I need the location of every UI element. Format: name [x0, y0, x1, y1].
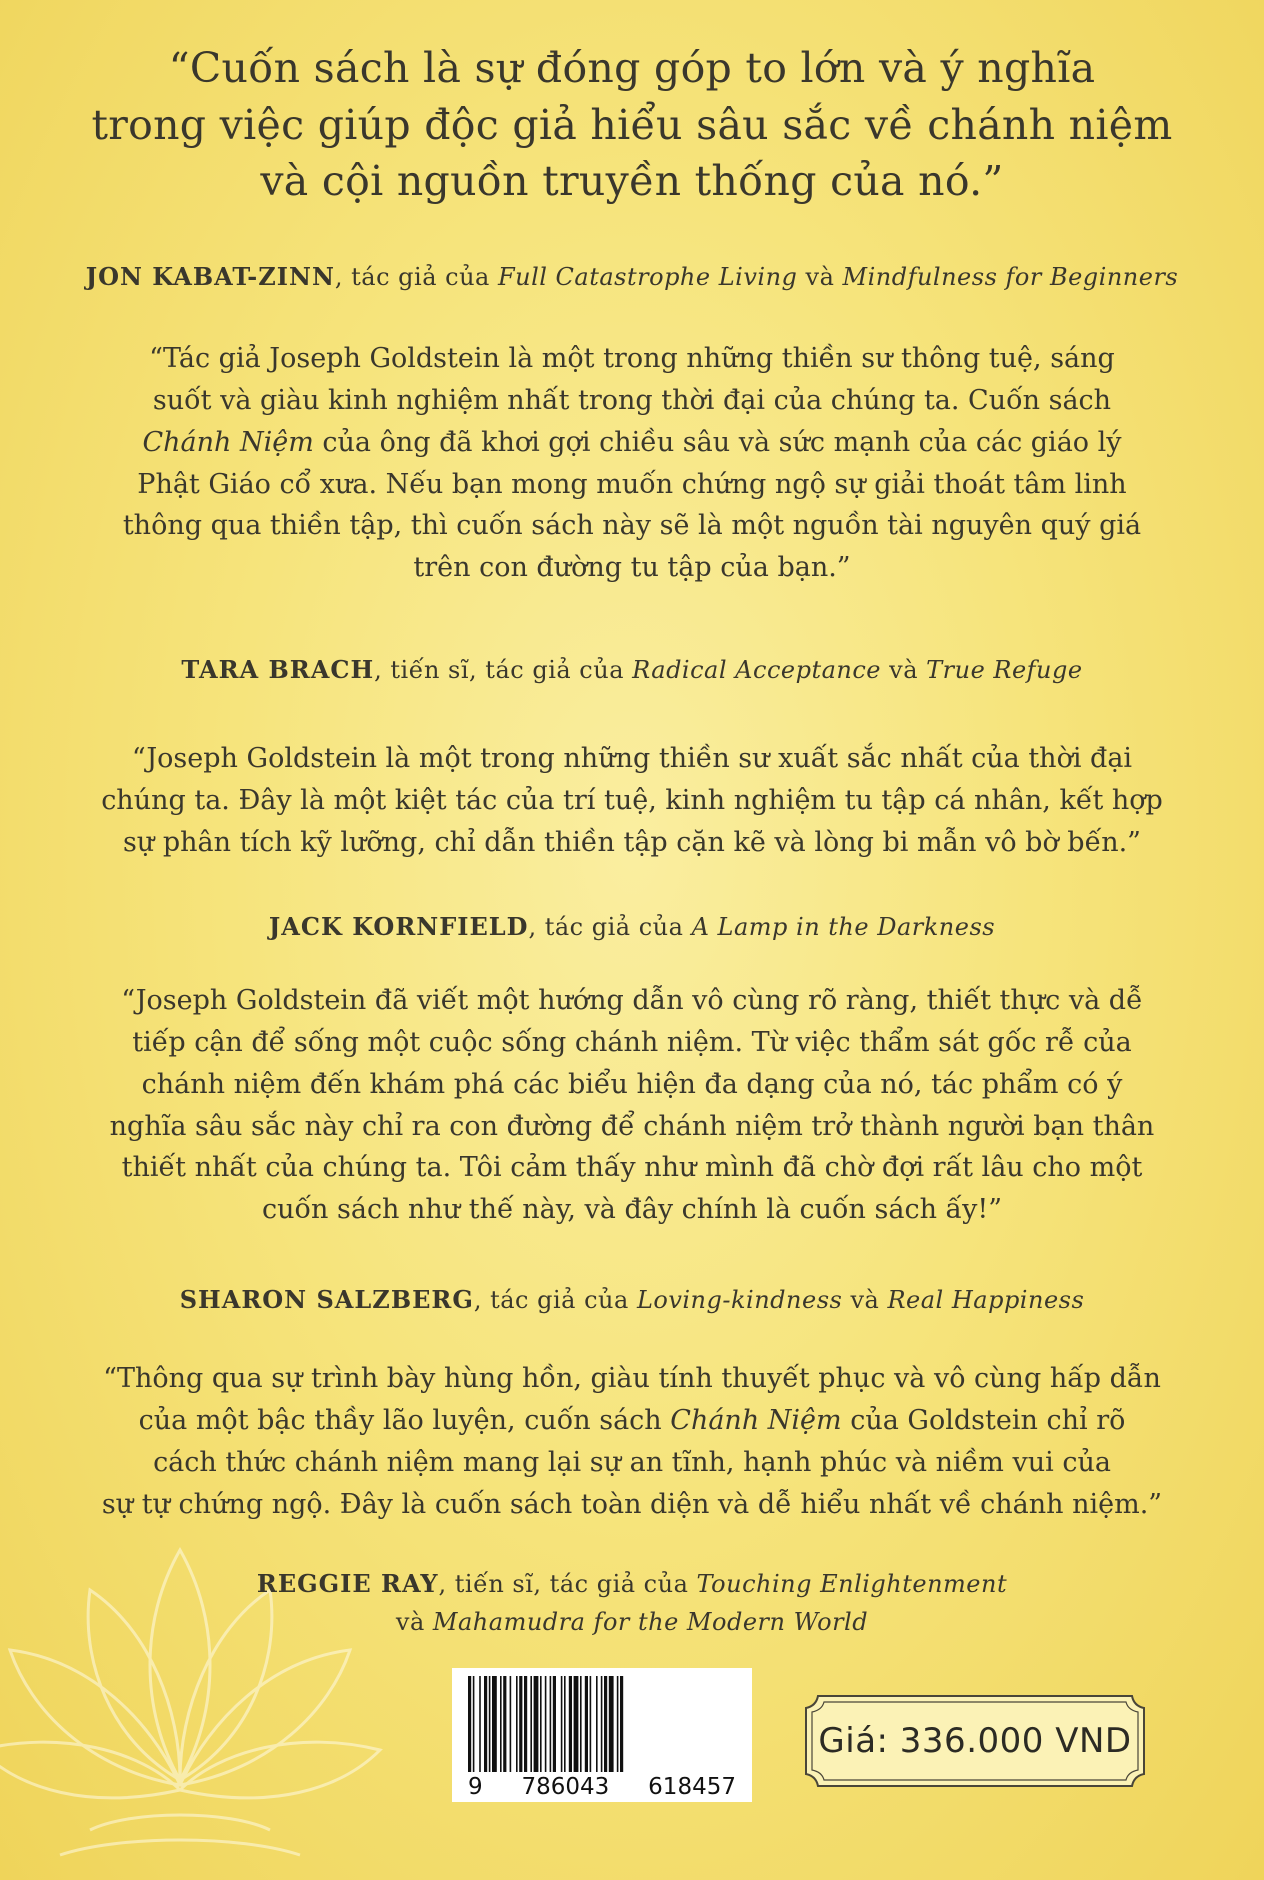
barcode-bar	[540, 1676, 542, 1772]
quote-1	[60, 40, 1204, 210]
barcode-bar	[489, 1676, 491, 1772]
barcode-bar	[569, 1676, 572, 1772]
author-name: JACK KORNFIELD	[268, 912, 529, 941]
barcode-bar	[617, 1676, 619, 1772]
quote-line: trên con đường tu tập của bạn.”	[413, 552, 851, 584]
book-title: Mahamudra for the Modern World	[432, 1608, 869, 1637]
barcode-digits	[466, 1774, 738, 1800]
quote-2	[60, 338, 1204, 589]
barcode-right-digits: 618457	[648, 1774, 736, 1800]
quote-line-rest: của ông đã khơi gợi chiều sâu và sức mạnh của các giáo lý	[322, 426, 1122, 458]
attribution-connector: và	[395, 1608, 433, 1637]
author-name: TARA BRACH	[181, 655, 375, 684]
barcode-bar	[534, 1676, 539, 1772]
attribution-text: , tác giả của	[473, 1286, 637, 1314]
barcode-bar	[530, 1676, 532, 1772]
quote-3	[60, 738, 1204, 864]
book-title: Mindfulness for Beginners	[842, 263, 1179, 291]
barcode-bar	[601, 1676, 603, 1772]
barcode-bar	[503, 1676, 506, 1772]
attribution-line	[60, 1603, 1204, 1641]
quote-line: tiếp cận để sống một cuộc sống chánh niệm. Từ việc thẩm sát gốc rễ của	[132, 1026, 1132, 1058]
attribution-text: , tiến sĩ, tác giả của	[374, 656, 633, 684]
attribution-5	[60, 1565, 1204, 1642]
quote-line: thiết nhất của chúng ta. Tôi cảm thấy như mình đã chờ đợi rất lâu cho một	[121, 1152, 1143, 1184]
quote-line-rest: của Goldstein chỉ rõ	[850, 1404, 1126, 1436]
quote-line: cách thức chánh niệm mang lại sự an tĩnh, hạnh phúc và niềm vui của	[153, 1446, 1111, 1478]
barcode-bar	[484, 1676, 487, 1772]
quote-line: và cội nguồn truyền thống của nó.”	[260, 157, 1004, 206]
attribution-connector: và	[797, 263, 843, 291]
quote-line: chánh niệm đến khám phá các biểu hiện đa dạng của nó, tác phẩm có ý	[141, 1068, 1123, 1100]
attribution-2	[60, 651, 1204, 689]
attribution-3	[60, 908, 1204, 946]
attribution-4	[60, 1281, 1204, 1319]
isbn-barcode	[452, 1668, 752, 1802]
book-title: Loving-kindness	[636, 1286, 843, 1314]
barcode-bar	[564, 1676, 566, 1772]
book-title: Full Catastrophe Living	[497, 263, 798, 291]
quote-line	[60, 422, 1204, 464]
quote-line: Phật Giáo cổ xưa. Nếu bạn mong muốn chứng ngộ sự giải thoát tâm linh	[137, 468, 1127, 500]
quote-line: sự tự chứng ngộ. Đây là cuốn sách toàn diện và dễ hiểu nhất về chánh niệm.”	[101, 1488, 1163, 1520]
author-name: SHARON SALZBERG	[179, 1285, 474, 1314]
barcode-bar	[524, 1676, 527, 1772]
italic-title: Chánh Niệm	[142, 426, 314, 458]
barcode-bar	[553, 1676, 556, 1772]
barcode-bar	[492, 1676, 497, 1772]
barcode-bar	[561, 1676, 563, 1772]
quote-line: “Cuốn sách là sự đóng góp to lớn và ý nghĩa	[168, 44, 1096, 92]
barcode-bar	[580, 1676, 582, 1772]
barcode-bar	[510, 1676, 512, 1772]
barcode-bar	[545, 1676, 547, 1772]
barcode-bar	[585, 1676, 588, 1772]
quote-line	[60, 1400, 1204, 1442]
quote-line: “Tác giả Joseph Goldstein là một trong những thiền sư thông tuệ, sáng	[149, 343, 1115, 374]
barcode-bar	[609, 1676, 614, 1772]
book-title: Radical Acceptance	[632, 656, 881, 684]
quote-line: thông qua thiền tập, thì cuốn sách này sẽ là một nguồn tài nguyên quý giá	[122, 510, 1142, 542]
quote-line: “Thông qua sự trình bày hùng hồn, giàu tính thuyết phục và vô cùng hấp dẫn	[103, 1363, 1161, 1394]
attribution-connector: và	[881, 656, 927, 684]
attribution-text: , tác giả của	[528, 913, 692, 941]
barcode-bar	[596, 1676, 598, 1772]
author-name: JON KABAT-ZINN	[85, 262, 335, 291]
price-label: Giá: 336.000 VND	[818, 1721, 1132, 1761]
attribution-text: , tác giả của	[334, 263, 498, 291]
attribution-connector: và	[842, 1286, 888, 1314]
barcode-bar	[604, 1676, 607, 1772]
barcode-left-digits: 786043	[521, 1774, 610, 1800]
quote-line: “Joseph Goldstein là một trong những thiền sư xuất sắc nhất của thời đại	[131, 743, 1133, 774]
book-title: Real Happiness	[887, 1286, 1085, 1314]
barcode-lead-digit: 9	[468, 1774, 483, 1800]
barcode-bar	[550, 1676, 552, 1772]
barcode-bar	[500, 1676, 502, 1772]
book-title: True Refuge	[926, 656, 1083, 684]
attribution-text: , tiến sĩ, tác giả của	[438, 1570, 697, 1598]
barcode-bar	[620, 1676, 623, 1772]
attribution-line	[60, 1565, 1204, 1603]
barcode-bar	[516, 1676, 518, 1772]
price-tag	[804, 1694, 1146, 1788]
quote-line-start: của một bậc thầy lão luyện, cuốn sách	[138, 1404, 662, 1436]
barcode-bar	[519, 1676, 522, 1772]
quote-line: trong việc giúp độc giả hiểu sâu sắc về chánh niệm	[91, 100, 1173, 149]
quote-line: sự phân tích kỹ lưỡng, chỉ dẫn thiền tập cặn kẽ và lòng bi mẫn vô bờ bến.”	[123, 826, 1141, 858]
quote-5	[60, 1358, 1204, 1525]
quote-4	[60, 980, 1204, 1231]
attribution-1	[60, 258, 1204, 296]
book-title: A Lamp in the Darkness	[691, 913, 996, 941]
quote-line: cuốn sách như thế này, và đây chính là cuốn sách ấy!”	[261, 1194, 1003, 1226]
quote-line: nghĩa sâu sắc này chỉ ra con đường để chánh niệm trở thành người bạn thân	[109, 1110, 1155, 1142]
barcode-bar	[574, 1676, 579, 1772]
book-title: Touching Enlightenment	[696, 1570, 1008, 1598]
quote-line: “Joseph Goldstein đã viết một hướng dẫn vô cùng rõ ràng, thiết thực và dễ	[121, 985, 1143, 1016]
barcode-bar	[468, 1676, 471, 1772]
barcode-bar	[473, 1676, 475, 1772]
quote-line: chúng ta. Đây là một kiệt tác của trí tuệ, kinh nghiệm tu tập cá nhân, kết hợp	[101, 784, 1163, 816]
barcode-bars	[466, 1676, 738, 1772]
italic-title: Chánh Niệm	[670, 1404, 842, 1436]
quote-line: suốt và giàu kinh nghiệm nhất trong thời đại của chúng ta. Cuốn sách	[152, 384, 1112, 416]
barcode-bar	[590, 1676, 592, 1772]
barcode-bar	[479, 1676, 481, 1772]
author-name: REGGIE RAY	[256, 1569, 439, 1598]
